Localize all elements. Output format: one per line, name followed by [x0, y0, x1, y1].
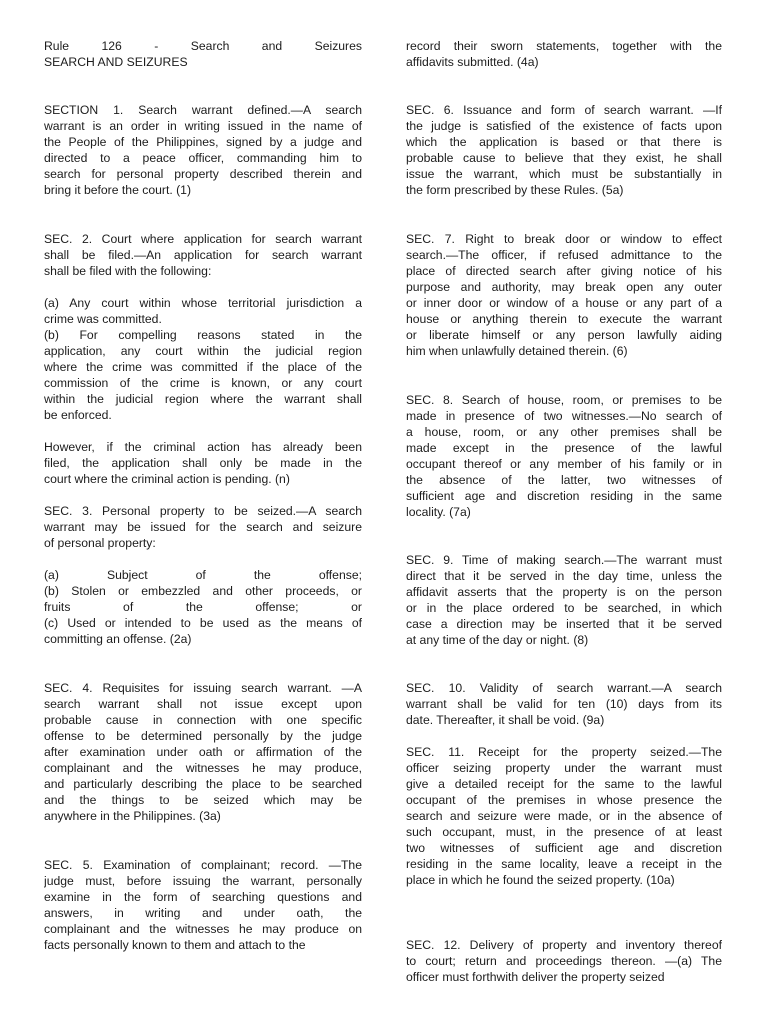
paragraph: [406, 680, 722, 728]
text-line: SEC. 4. Requisites for issuing search warrant. —A: [44, 681, 362, 695]
text-line: of personal property:: [44, 536, 156, 550]
text-line: where the crime was committed if the place of the: [44, 360, 362, 374]
text-line: However, if the criminal action has already been: [44, 440, 362, 454]
text-line: affidavits submitted. (4a): [406, 55, 539, 69]
paragraph: [44, 567, 362, 647]
text-line: (a) Any court within whose territorial jurisdiction a: [44, 296, 362, 310]
text-line: place of directed search after giving notice of his: [406, 264, 722, 278]
text-line: or in the place ordered to be searched, in which: [406, 601, 722, 615]
text-line: (c) Used or intended to be used as the means of: [44, 616, 362, 630]
text-line: probable cause to believe that they exist, he shall: [406, 151, 722, 165]
text-line: be enforced.: [44, 408, 112, 422]
text-line: offense to be determined personally by the judge: [44, 729, 362, 743]
text-line: court where the criminal action is pending. (n): [44, 472, 290, 486]
text-line: direct that it be served in the day time, unless the: [406, 569, 722, 583]
text-line: bring it before the court. (1): [44, 183, 191, 197]
text-line: SEC. 3. Personal property to be seized.—A search: [44, 504, 362, 518]
text-line: or inner door or window of a house or any part of a: [406, 296, 722, 310]
text-line: warrant may be issued for the search and seizure: [44, 520, 362, 534]
text-line: filed, the application shall only be made in the: [44, 456, 362, 470]
text-line: locality. (7a): [406, 505, 471, 519]
text-line: SEC. 12. Delivery of property and inventory thereof: [406, 938, 722, 952]
text-line: warrant is an order in writing issued in the name of: [44, 119, 362, 133]
text-line: complainant and the witnesses he may produce,: [44, 761, 362, 775]
text-line: place in which he found the seized property. (10a): [406, 873, 675, 887]
text-line: SEC. 10. Validity of search warrant.—A search: [406, 681, 722, 695]
paragraph: [44, 857, 362, 953]
text-line: search and seizure were made, or in the absence of: [406, 809, 722, 823]
text-line: at any time of the day or night. (8): [406, 633, 589, 647]
text-line: shall be filed.—An application for search warrant: [44, 248, 362, 262]
paragraph: [44, 327, 362, 423]
text-line: to court; return and proceedings thereon. —(a) The: [406, 954, 722, 968]
paragraph: [44, 38, 362, 70]
text-line: committing an offense. (2a): [44, 632, 192, 646]
paragraph: [406, 744, 722, 888]
paragraph: [44, 231, 362, 279]
paragraph: [406, 392, 722, 520]
text-line: occupant of the premises in whose presence the: [406, 793, 722, 807]
text-line: date. Thereafter, it shall be void. (9a): [406, 713, 605, 727]
text-line: complainant and the witnesses he may produce on: [44, 922, 362, 936]
text-line: made except in the presence of the lawful: [406, 441, 722, 455]
text-line: which the application is based or that there is: [406, 135, 722, 149]
text-line: a house, room, or any other premises shall be: [406, 425, 722, 439]
text-line: facts personally known to them and attach to the: [44, 938, 306, 952]
text-line: occupant thereof or any member of his family or in: [406, 457, 722, 471]
paragraph: [44, 102, 362, 198]
text-line: (a) Subject of the offense;: [44, 568, 362, 582]
text-line: and particularly describing the place to be searched: [44, 777, 362, 791]
text-line: SEC. 2. Court where application for search warrant: [44, 232, 362, 246]
text-line: residing in the same locality, leave a receipt in the: [406, 857, 722, 871]
text-line: SEC. 11. Receipt for the property seized.—The: [406, 745, 722, 759]
text-line: the People of the Philippines, signed by a judge and: [44, 135, 362, 149]
text-line: examine in the form of searching questions and: [44, 890, 362, 904]
text-line: and the things to be seized which may be: [44, 793, 362, 807]
text-line: SECTION 1. Search warrant defined.—A search: [44, 103, 362, 117]
text-line: house or anything therein to execute the warrant: [406, 312, 722, 326]
text-line: affidavit asserts that the property is on the person: [406, 585, 722, 599]
text-line: (b) For compelling reasons stated in the: [44, 328, 362, 342]
text-line: search for personal property described therein and: [44, 167, 362, 181]
text-line: SEC. 6. Issuance and form of search warrant. —If: [406, 103, 722, 117]
paragraph: [406, 937, 722, 985]
text-line: case a direction may be inserted that it be served: [406, 617, 722, 631]
text-line: sufficient age and discretion residing in the same: [406, 489, 722, 503]
text-line: answers, in writing and under oath, the: [44, 906, 362, 920]
text-line: record their sworn statements, together with the: [406, 39, 722, 53]
text-line: warrant shall be valid for ten (10) days from its: [406, 697, 722, 711]
text-line: the absence of the latter, two witnesses of: [406, 473, 722, 487]
paragraph: [44, 503, 362, 551]
paragraph: [406, 552, 722, 648]
text-line: two witnesses of sufficient age and discretion: [406, 841, 722, 855]
text-line: SEC. 9. Time of making search.—The warrant must: [406, 553, 722, 567]
text-line: anywhere in the Philippines. (3a): [44, 809, 221, 823]
text-line: probable cause in connection with one specific: [44, 713, 362, 727]
text-line: application, any court within the judicial region: [44, 344, 362, 358]
paragraph: [406, 38, 722, 70]
text-line: judge must, before issuing the warrant, personally: [44, 874, 362, 888]
text-line: crime was committed.: [44, 312, 162, 326]
text-line: made in presence of two witnesses.—No search of: [406, 409, 722, 423]
text-line: the judge is satisfied of the existence of facts upon: [406, 119, 722, 133]
text-line: SEC. 8. Search of house, room, or premises to be: [406, 393, 722, 407]
text-line: search warrant shall not issue except upon: [44, 697, 362, 711]
text-line: fruits of the offense; or: [44, 600, 362, 614]
paragraph: [406, 102, 722, 198]
text-line: purpose and authority, may break open any outer: [406, 280, 722, 294]
text-line: SEARCH AND SEIZURES: [44, 55, 188, 69]
text-line: directed to a peace officer, commanding him to: [44, 151, 362, 165]
paragraph: [44, 680, 362, 824]
text-line: the form prescribed by these Rules. (5a): [406, 183, 624, 197]
text-line: issue the warrant, which must be substantially in: [406, 167, 722, 181]
text-line: SEC. 5. Examination of complainant; record. —The: [44, 858, 362, 872]
text-line: commission of the crime is known, or any court: [44, 376, 362, 390]
text-line: shall be filed with the following:: [44, 264, 212, 278]
text-line: SEC. 7. Right to break door or window to effect: [406, 232, 722, 246]
text-line: within the judicial region where the warrant shall: [44, 392, 362, 406]
text-line: give a detailed receipt for the same to the lawful: [406, 777, 722, 791]
text-line: Rule 126 - Search and Seizures: [44, 39, 362, 53]
text-line: officer seizing property under the warrant must: [406, 761, 722, 775]
text-line: after examination under oath or affirmation of the: [44, 745, 362, 759]
text-line: such occupant, must, in the presence of at least: [406, 825, 722, 839]
paragraph: [44, 295, 362, 327]
text-line: (b) Stolen or embezzled and other proceeds, or: [44, 584, 362, 598]
text-line: or liberate himself or any person lawfully aiding: [406, 328, 722, 342]
text-line: him when unlawfully detained therein. (6): [406, 344, 628, 358]
text-line: search.—The officer, if refused admittance to the: [406, 248, 722, 262]
paragraph: [44, 439, 362, 487]
paragraph: [406, 231, 722, 359]
text-line: officer must forthwith deliver the property seized: [406, 970, 665, 984]
